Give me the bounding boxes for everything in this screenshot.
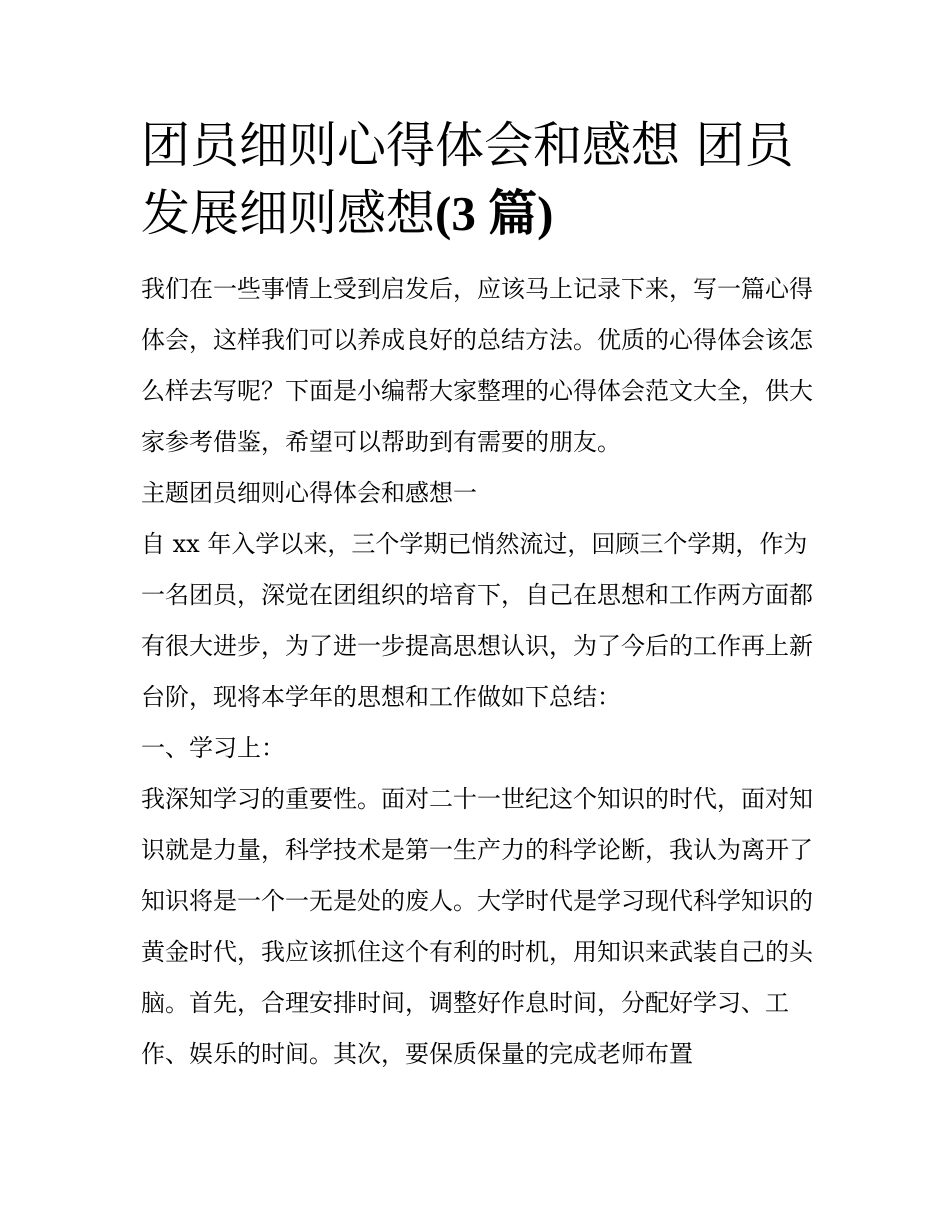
body-paragraph: 我深知学习的重要性。面对二十一世纪这个知识的时代，面对知识就是力量，科学技术是第一生产力的科学论断，我认为离开了知识将是一个一无是处的废人。大学时代是学习现代科学知识的黄金时代，我应该抓住这个有利的时机，用知识来武装自己的头脑。首先，合理安排时间，调整好作息时间，分配好学习、工作、娱乐的时间。其次，要保质保量的完成老师布置 <box>141 785 813 1068</box>
body-paragraph: 自 xx 年入学以来，三个学期已悄然流过，回顾三个学期，作为一名团员，深觉在团组织的培育下，自己在思想和工作两方面都有很大进步，为了进一步提高思想认识，为了今后的工作再上新台阶，现将本学年的思想和工作做如下总结： <box>141 530 813 711</box>
intro-paragraph: 我们在一些事情上受到启发后，应该马上记录下来，写一篇心得体会，这样我们可以养成良好的总结方法。优质的心得体会该怎么样去写呢？下面是小编帮大家整理的心得体会范文大全，供大家参考借鉴，希望可以帮助到有需要的朋友。 <box>141 275 813 456</box>
document-body <box>141 264 813 1080</box>
subsection-heading: 一、学习上： <box>141 734 285 762</box>
section-heading: 主题团员细则心得体会和感想一 <box>141 479 477 507</box>
title-line-2: 发展细则感想 <box>141 185 436 242</box>
title-line-1: 团员细则心得体会和感想 团员 <box>141 117 794 174</box>
document-title <box>141 112 813 248</box>
title-count: (3 篇) <box>435 186 554 241</box>
document-content <box>141 112 813 1080</box>
